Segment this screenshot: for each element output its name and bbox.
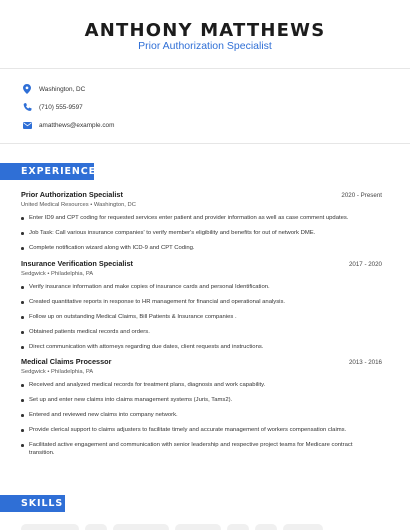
job-bullet: Provide clerical support to claims adjusters to facilitate timely and accurate management of workers compensation claims.	[21, 426, 382, 434]
job-entry	[21, 357, 382, 457]
contact-email	[22, 118, 114, 132]
contact-phone	[22, 100, 83, 114]
skills-heading: SKILLS	[0, 495, 65, 512]
job-bullet: Obtained patients medical records and orders.	[21, 328, 382, 336]
job-bullet: Complete notification wizard along with ICD-9 and CPT Coding.	[21, 244, 382, 252]
job-bullet: Created quantitative reports in response to HR management for financial and operational analysis.	[21, 298, 382, 306]
job-employer: Sedgwick • Philadelphia, PA	[21, 369, 94, 375]
job-bullet: Entered and reviewed new claims into company network.	[21, 411, 382, 419]
job-bullet: Verify insurance information and make copies of insurance cards and personal Identification.	[21, 283, 382, 291]
job-entry	[21, 259, 382, 351]
skills-list	[21, 524, 323, 530]
skill-pill	[85, 524, 107, 530]
job-bullet: Job Task: Call various insurance companies' to verify member's eligibility and benefits for out of network DME.	[21, 229, 382, 237]
job-bullet: Direct communication with attorneys regarding due dates, client requests and instructions.	[21, 343, 382, 351]
candidate-name: ANTHONY MATTHEWS	[84, 20, 326, 41]
envelope-icon	[22, 120, 32, 130]
phone-text: (710) 555-9597	[39, 103, 83, 111]
skill-pill	[113, 524, 169, 530]
job-entry	[21, 190, 382, 252]
phone-icon	[22, 102, 32, 112]
job-title: Insurance Verification Specialist	[21, 259, 133, 268]
job-employer: United Medical Resources • Washington, DC	[21, 202, 136, 208]
email-link[interactable]: amatthews@example.com	[39, 121, 115, 129]
job-dates: 2020 - Present	[341, 192, 382, 199]
job-title: Prior Authorization Specialist	[21, 190, 123, 199]
job-bullet: Enter ID9 and CPT coding for requested services enter patient and provider information as well as case comment updates.	[21, 214, 382, 222]
skill-pill	[21, 524, 79, 530]
job-bullet: Received and analyzed medical records for treatment plans, diagnosis and work capability.	[21, 381, 382, 389]
contact-location	[22, 82, 85, 96]
location-pin-icon	[22, 84, 32, 94]
skill-pill	[255, 524, 277, 530]
candidate-title: Prior Authorization Specialist	[138, 40, 272, 52]
skill-pill	[175, 524, 221, 530]
job-dates: 2013 - 2016	[348, 359, 382, 366]
experience-heading: EXPERIENCE	[0, 163, 94, 180]
skill-pill	[283, 524, 323, 530]
contact-divider	[0, 143, 410, 144]
job-employer: Sedgwick • Philadelphia, PA	[21, 271, 94, 277]
job-bullet: Set up and enter new claims into claims management systems (Juris, Tams2).	[21, 396, 382, 404]
skill-pill	[227, 524, 249, 530]
location-text: Washington, DC	[39, 85, 86, 93]
job-title: Medical Claims Processor	[21, 357, 112, 366]
job-bullet: Follow up on outstanding Medical Claims, Bill Patients & Insurance companies .	[21, 313, 382, 321]
job-dates: 2017 - 2020	[348, 261, 382, 268]
job-bullet: Facilitated active engagement and communication with senior leadership and respective project teams for Medicare contract transition.	[21, 441, 356, 457]
header-divider	[0, 68, 410, 69]
